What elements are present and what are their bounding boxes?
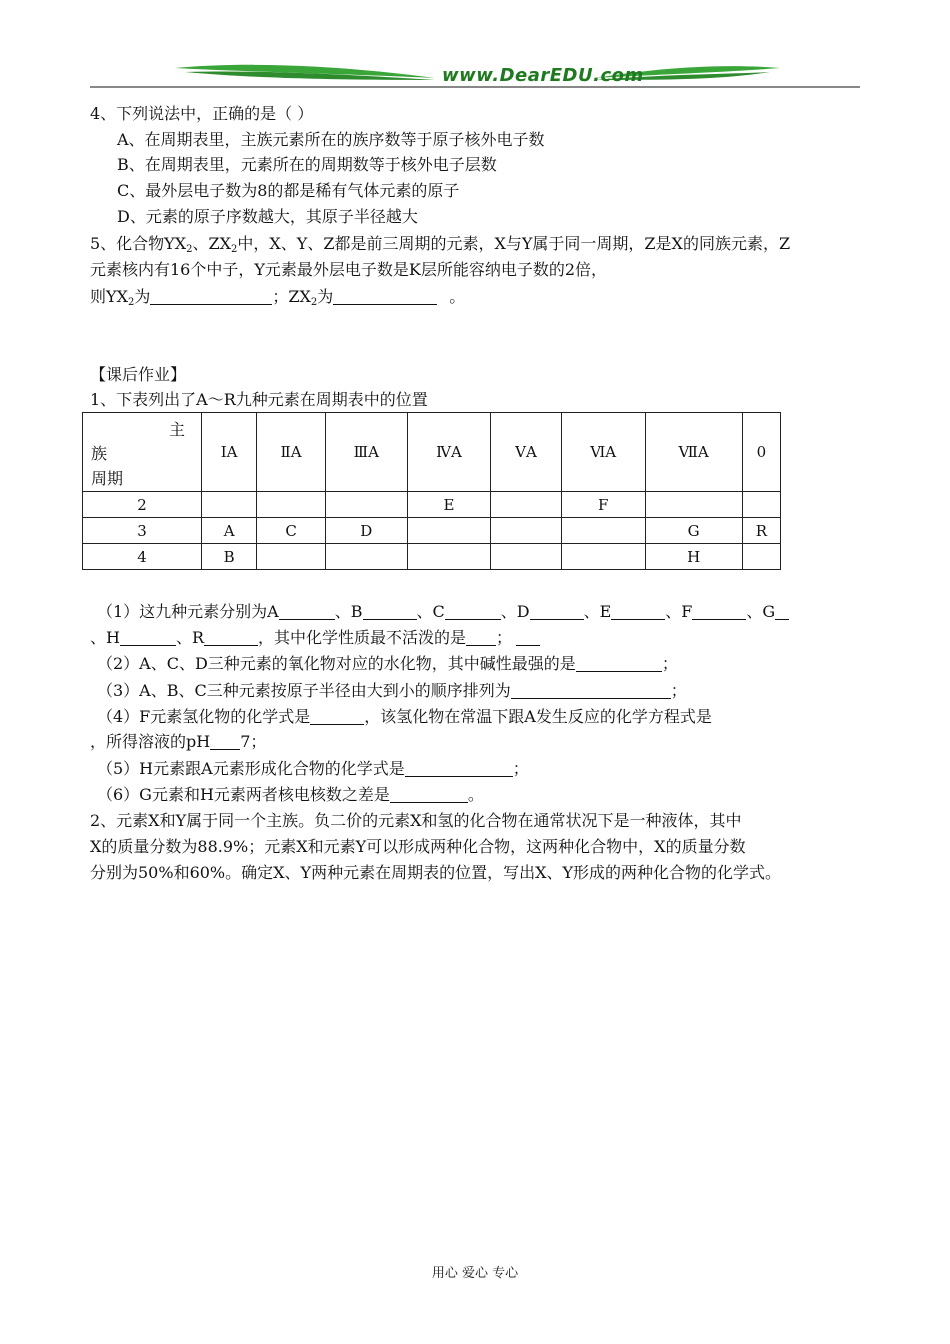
homework-q2-line-3: 分别为50%和60%。确定X、Y两种元素在周期表的位置，写出X、Y形成的两种化合物的化学式。	[90, 863, 782, 882]
element-cell: C	[257, 518, 326, 544]
homework-q1-intro: 1、下表列出了A～R九种元素在周期表中的位置	[90, 390, 428, 409]
table-row	[83, 492, 781, 518]
element-cell	[742, 544, 780, 570]
element-cell: B	[202, 544, 257, 570]
element-cell: R	[742, 518, 780, 544]
period-cell: 2	[83, 492, 202, 518]
group-header: ⅣA	[407, 413, 490, 492]
answer-blank[interactable]	[120, 629, 176, 646]
element-cell	[491, 492, 562, 518]
q4-option-c: C、最外层电子数为8的都是稀有气体元素的原子	[117, 181, 460, 200]
element-cell: A	[202, 518, 257, 544]
element-cell	[407, 518, 490, 544]
table-row	[83, 544, 781, 570]
homework-q2-line-2: X的质量分数为88.9%；元素X和元素Y可以形成两种化合物，这两种化合物中，X的质量分数	[90, 837, 746, 856]
element-cell	[742, 492, 780, 518]
period-cell: 4	[83, 544, 202, 570]
q4-option-d: D、元素的原子序数越大，其原子半径越大	[117, 207, 418, 226]
element-cell	[325, 544, 407, 570]
element-cell: H	[645, 544, 742, 570]
q4-stem: 4、下列说法中，正确的是（ ）	[90, 104, 314, 123]
page-footer: 用心 爱心 专心	[431, 1266, 519, 1281]
answer-blank[interactable]	[530, 603, 584, 620]
element-cell	[491, 518, 562, 544]
element-cell	[645, 492, 742, 518]
group-header: ⅢA	[325, 413, 407, 492]
group-header: ⅡA	[257, 413, 326, 492]
answer-blank[interactable]	[204, 629, 258, 646]
answer-blank[interactable]	[150, 288, 272, 305]
sub-q1-line-2: 、H 、R ，其中化学性质最不活泼的是 ；	[90, 627, 540, 649]
group-header: ⅦA	[645, 413, 742, 492]
answer-blank[interactable]	[611, 603, 665, 620]
table-corner-cell: 主 族 周期	[83, 413, 202, 492]
answer-blank[interactable]	[405, 760, 513, 777]
group-header: 0	[742, 413, 780, 492]
answer-blank[interactable]	[390, 786, 468, 803]
group-header: ⅥA	[561, 413, 645, 492]
periodic-table	[82, 412, 781, 570]
q5-line-2: 元素核内有16个中子，Y元素最外层电子数是K层所能容纳电子数的2倍，	[90, 260, 608, 279]
answer-blank[interactable]	[692, 603, 746, 620]
sub-q1-line-1: （1）这九种元素分别为A 、B 、C 、D 、E 、F 、G	[97, 601, 789, 623]
element-cell	[561, 518, 645, 544]
q4-option-b: B、在周期表里，元素所在的周期数等于核外电子层数	[117, 155, 497, 174]
element-cell	[325, 492, 407, 518]
homework-q2-line-1: 2、元素X和Y属于同一个主族。负二价的元素X和氢的化合物在通常状况下是一种液体，其中	[90, 811, 742, 830]
element-cell: E	[407, 492, 490, 518]
sub-q5: （5）H元素跟A元素形成化合物的化学式是 ；	[97, 759, 529, 778]
sub-q2: （2）A、C、D三种元素的氧化物对应的水化物，其中碱性最强的是 ；	[97, 654, 678, 673]
q5-line-1: 5、化合物$YX_2$、$ZX_2$中，X、Y、Z都是前三周期的元素，X与Y属于同一周期，Z是X的同族元素，Z	[90, 234, 791, 255]
period-cell: 3	[83, 518, 202, 544]
answer-blank[interactable]	[445, 603, 501, 620]
element-cell	[561, 544, 645, 570]
table-header-row	[83, 413, 781, 492]
element-cell	[491, 544, 562, 570]
element-cell: G	[645, 518, 742, 544]
element-cell	[407, 544, 490, 570]
answer-blank[interactable]	[310, 708, 364, 725]
site-logo-text: www.DearEDU.com	[442, 65, 644, 86]
answer-blank[interactable]	[363, 603, 417, 620]
sub-q4-line-2: ，所得溶液的pH 7；	[90, 732, 267, 751]
sub-q4-line-1: （4）F元素氢化物的化学式是 ，该氢化物在常温下跟A发生反应的化学方程式是	[97, 707, 712, 726]
group-header: ⅠA	[202, 413, 257, 492]
answer-blank[interactable]	[333, 288, 437, 305]
answer-blank[interactable]	[511, 682, 671, 699]
answer-blank[interactable]	[775, 603, 789, 620]
answer-blank[interactable]	[210, 733, 240, 750]
answer-blank[interactable]	[576, 655, 662, 672]
element-cell: F	[561, 492, 645, 518]
group-header: ⅤA	[491, 413, 562, 492]
element-cell	[257, 544, 326, 570]
answer-blank[interactable]	[466, 629, 496, 646]
homework-title: 【课后作业】	[90, 365, 187, 384]
element-cell	[202, 492, 257, 518]
sub-q3: （3）A、B、C三种元素按原子半径由大到小的顺序排列为 ；	[97, 681, 687, 700]
header-banner	[90, 60, 860, 90]
table-row	[83, 518, 781, 544]
element-cell	[257, 492, 326, 518]
element-cell: D	[325, 518, 407, 544]
sub-q6: （6）G元素和H元素两者核电核数之差是 。	[97, 785, 484, 804]
answer-blank[interactable]	[279, 603, 335, 620]
answer-blank[interactable]	[516, 629, 540, 646]
q4-option-a: A、在周期表里，主族元素所在的族序数等于原子核外电子数	[117, 130, 545, 149]
q5-line-3: 则$YX_2$为 ；$ZX_2$为 。	[90, 287, 466, 308]
